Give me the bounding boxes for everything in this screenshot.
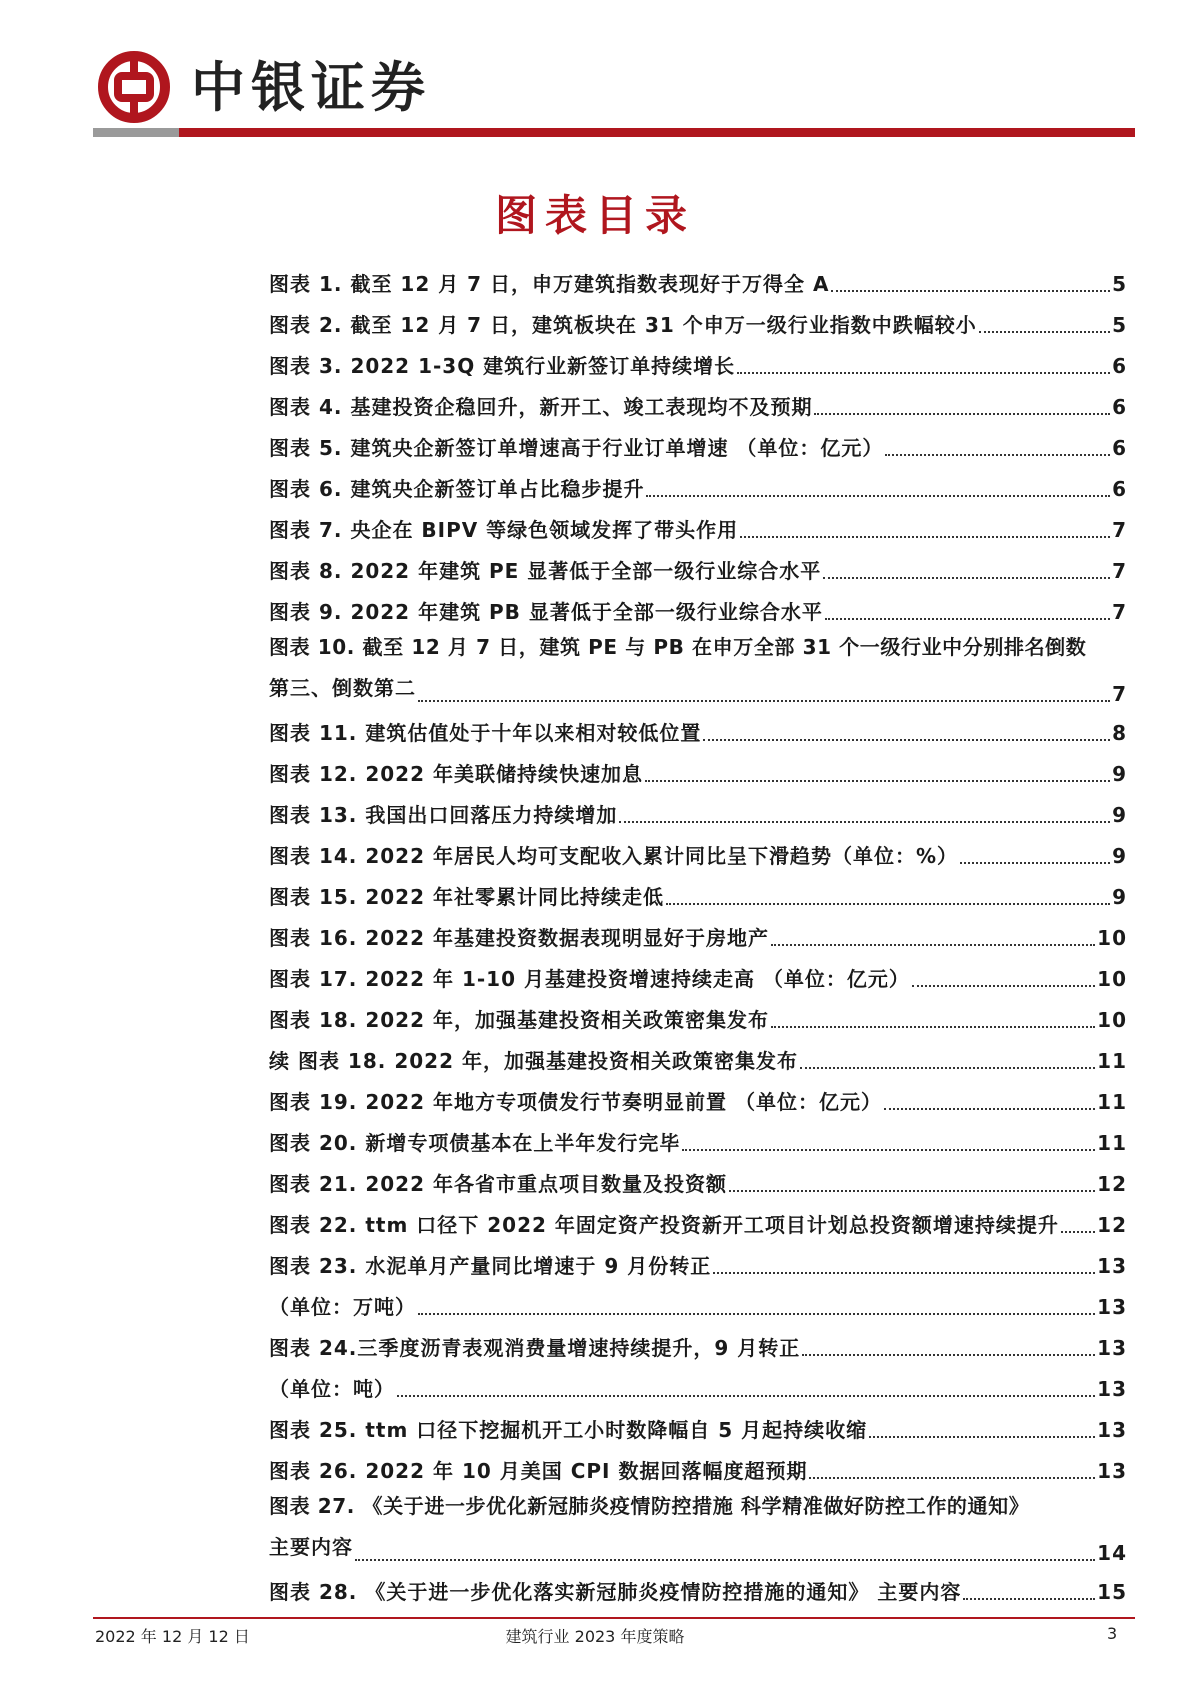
toc-entry-title-cont: 第三、倒数第二: [269, 676, 416, 700]
leader-dots: [418, 698, 1110, 702]
toc-entry[interactable]: [269, 1321, 1127, 1362]
toc-entry-title: 图表 6. 建筑央企新签订单占比稳步提升: [269, 477, 645, 501]
leader-dots: [814, 411, 1110, 415]
toc-entry-title: 图表 26. 2022 年 10 月美国 CPI 数据回落幅度超预期: [269, 1459, 808, 1483]
leader-dots: [823, 575, 1110, 579]
toc-entry-title: 图表 14. 2022 年居民人均可支配收入累计同比呈下滑趋势（单位：%）: [269, 844, 959, 868]
leader-dots: [771, 1024, 1095, 1028]
toc-entry-title: 图表 27. 《关于进一步优化新冠肺炎疫情防控措施 科学精准做好防控工作的通知》: [269, 1494, 1030, 1518]
leader-dots: [979, 329, 1110, 333]
toc-entry[interactable]: [269, 1565, 1127, 1606]
toc-entry[interactable]: [269, 462, 1127, 503]
toc-entry-page: 7: [1112, 559, 1127, 583]
toc-entry-title: （单位：吨）: [269, 1377, 395, 1401]
toc-entry[interactable]: [269, 1362, 1127, 1403]
toc-entry-page: 5: [1112, 272, 1127, 296]
toc-entry-page: 7: [1112, 518, 1127, 542]
toc-entry-page: 15: [1097, 1580, 1127, 1604]
toc-entry-page: 6: [1112, 354, 1127, 378]
page-title: 图表目录: [494, 191, 695, 240]
toc-entry-title: 图表 25. ttm 口径下挖掘机开工小时数降幅自 5 月起持续收缩: [269, 1418, 868, 1442]
toc-entry-title: 图表 15. 2022 年社零累计同比持续走低: [269, 885, 664, 909]
toc-entry-page: 13: [1097, 1418, 1127, 1442]
leader-dots: [646, 493, 1110, 497]
leader-dots: [703, 737, 1110, 741]
bank-of-china-logo-icon: [97, 50, 171, 124]
leader-dots: [713, 1270, 1095, 1274]
toc-entry-title-cont: 主要内容: [269, 1535, 353, 1559]
toc-entry-title: 图表 9. 2022 年建筑 PB 显著低于全部一级行业综合水平: [269, 600, 823, 624]
toc-entry[interactable]: [269, 706, 1127, 747]
toc-entry-page: 7: [1112, 600, 1127, 624]
toc-entry[interactable]: [269, 585, 1127, 626]
toc-entry-page: 9: [1112, 803, 1127, 827]
toc-entry-page: 11: [1097, 1049, 1127, 1073]
toc-entry[interactable]: [269, 829, 1127, 870]
toc-entry[interactable]: [269, 1280, 1127, 1321]
footer-page-number: 3: [1107, 1624, 1118, 1643]
toc-entry-title: 图表 11. 建筑估值处于十年以来相对较低位置: [269, 721, 702, 745]
toc-entry-title: 续 图表 18. 2022 年，加强基建投资相关政策密集发布: [269, 1049, 798, 1073]
footer-date: 2022 年 12 月 12 日: [95, 1627, 250, 1646]
toc-entry-title: 图表 16. 2022 年基建投资数据表现明显好于房地产: [269, 926, 769, 950]
leader-dots: [884, 1106, 1095, 1110]
toc-entry[interactable]: [269, 626, 1127, 706]
toc-entry-page: 10: [1097, 926, 1127, 950]
toc-entry-page: 5: [1112, 313, 1127, 337]
toc-entry-page: 10: [1097, 967, 1127, 991]
leader-dots: [740, 534, 1110, 538]
toc-entry[interactable]: [269, 870, 1127, 911]
toc-entry[interactable]: [269, 380, 1127, 421]
toc-entry-page: 6: [1112, 436, 1127, 460]
toc-entry[interactable]: [269, 1034, 1127, 1075]
header-red-bar: [179, 128, 1135, 137]
footer-divider: [93, 1617, 1135, 1619]
toc-entry[interactable]: [269, 339, 1127, 380]
toc-entry[interactable]: [269, 298, 1127, 339]
leader-dots: [802, 1352, 1095, 1356]
toc-entry-page: 9: [1112, 844, 1127, 868]
toc-entry-page: 6: [1112, 395, 1127, 419]
toc-entry[interactable]: [269, 788, 1127, 829]
leader-dots: [645, 778, 1110, 782]
toc-entry[interactable]: [269, 1198, 1127, 1239]
table-of-figures: [269, 257, 1127, 1606]
toc-entry[interactable]: [269, 952, 1127, 993]
toc-entry-page: 9: [1112, 762, 1127, 786]
toc-entry-title: 图表 28. 《关于进一步优化落实新冠肺炎疫情防控措施的通知》 主要内容: [269, 1580, 962, 1604]
company-logo: [97, 50, 431, 124]
toc-entry-title: 图表 17. 2022 年 1-10 月基建投资增速持续走高 （单位：亿元）: [269, 967, 910, 991]
leader-dots: [619, 819, 1110, 823]
toc-entry[interactable]: [269, 1157, 1127, 1198]
leader-dots: [397, 1393, 1095, 1397]
toc-entry-title: 图表 20. 新增专项债基本在上半年发行完毕: [269, 1131, 681, 1155]
toc-entry-page: 11: [1097, 1131, 1127, 1155]
toc-entry[interactable]: [269, 503, 1127, 544]
leader-dots: [737, 370, 1110, 374]
toc-entry-title: （单位：万吨）: [269, 1295, 416, 1319]
toc-entry-page: 13: [1097, 1336, 1127, 1360]
leader-dots: [418, 1311, 1095, 1315]
toc-entry-title: 图表 8. 2022 年建筑 PE 显著低于全部一级行业综合水平: [269, 559, 822, 583]
toc-entry[interactable]: [269, 1075, 1127, 1116]
toc-entry[interactable]: [269, 1403, 1127, 1444]
toc-entry[interactable]: [269, 1485, 1127, 1565]
leader-dots: [825, 616, 1110, 620]
toc-entry-title: 图表 7. 央企在 BIPV 等绿色领域发挥了带头作用: [269, 518, 739, 542]
leader-dots: [771, 942, 1095, 946]
toc-entry[interactable]: [269, 1116, 1127, 1157]
toc-entry-page: 13: [1097, 1254, 1127, 1278]
leader-dots: [809, 1475, 1095, 1479]
toc-entry-title: 图表 3. 2022 1-3Q 建筑行业新签订单持续增长: [269, 354, 736, 378]
toc-entry-page: 13: [1097, 1295, 1127, 1319]
footer-report-title: 建筑行业 2023 年度策略: [505, 1627, 685, 1646]
toc-entry-title: 图表 18. 2022 年，加强基建投资相关政策密集发布: [269, 1008, 769, 1032]
leader-dots: [729, 1188, 1095, 1192]
toc-entry-page: 9: [1112, 885, 1127, 909]
leader-dots: [355, 1557, 1095, 1561]
toc-entry-page: 10: [1097, 1008, 1127, 1032]
toc-entry-page: 8: [1112, 721, 1127, 745]
toc-entry-page: 14: [1097, 1541, 1127, 1565]
leader-dots: [885, 452, 1110, 456]
leader-dots: [869, 1434, 1095, 1438]
company-name: 中银证券: [191, 55, 431, 119]
toc-entry-title: 图表 2. 截至 12 月 7 日，建筑板块在 31 个申万一级行业指数中跌幅较小: [269, 313, 977, 337]
toc-entry-title: 图表 23. 水泥单月产量同比增速于 9 月份转正: [269, 1254, 712, 1278]
toc-entry-title: 图表 5. 建筑央企新签订单增速高于行业订单增速 （单位：亿元）: [269, 436, 884, 460]
toc-entry-title: 图表 1. 截至 12 月 7 日，申万建筑指数表现好于万得全 A: [269, 272, 830, 296]
toc-entry-title: 图表 21. 2022 年各省市重点项目数量及投资额: [269, 1172, 727, 1196]
toc-entry[interactable]: [269, 544, 1127, 585]
toc-entry-title: 图表 12. 2022 年美联储持续快速加息: [269, 762, 643, 786]
toc-entry-title: 图表 22. ttm 口径下 2022 年固定资产投资新开工项目计划总投资额增速持续提升: [269, 1213, 1059, 1237]
toc-entry-page: 7: [1112, 682, 1127, 706]
toc-entry-title: 图表 24.三季度沥青表观消费量增速持续提升，9 月转正: [269, 1336, 801, 1360]
toc-entry-page: 11: [1097, 1090, 1127, 1114]
leader-dots: [666, 901, 1110, 905]
toc-entry-page: 6: [1112, 477, 1127, 501]
toc-entry-page: 12: [1097, 1172, 1127, 1196]
toc-entry-title: 图表 19. 2022 年地方专项债发行节奏明显前置 （单位：亿元）: [269, 1090, 882, 1114]
toc-entry-title: 图表 13. 我国出口回落压力持续增加: [269, 803, 618, 827]
toc-entry-page: 12: [1097, 1213, 1127, 1237]
leader-dots: [912, 983, 1095, 987]
leader-dots: [682, 1147, 1095, 1151]
leader-dots: [831, 288, 1110, 292]
leader-dots: [963, 1596, 1095, 1600]
leader-dots: [960, 860, 1110, 864]
toc-entry-page: 13: [1097, 1459, 1127, 1483]
toc-entry-title: 图表 10. 截至 12 月 7 日，建筑 PE 与 PB 在申万全部 31 个一级行业中分别排名倒数: [269, 635, 1087, 659]
header-grey-bar: [93, 128, 179, 137]
toc-entry[interactable]: [269, 421, 1127, 462]
leader-dots: [800, 1065, 1095, 1069]
toc-entry[interactable]: [269, 911, 1127, 952]
toc-entry[interactable]: [269, 993, 1127, 1034]
toc-entry[interactable]: [269, 1239, 1127, 1280]
toc-entry-title: 图表 4. 基建投资企稳回升，新开工、竣工表现均不及预期: [269, 395, 813, 419]
toc-entry-page: 13: [1097, 1377, 1127, 1401]
leader-dots: [1061, 1229, 1095, 1233]
toc-entry[interactable]: [269, 1444, 1127, 1485]
toc-entry[interactable]: [269, 747, 1127, 788]
toc-entry[interactable]: [269, 257, 1127, 298]
